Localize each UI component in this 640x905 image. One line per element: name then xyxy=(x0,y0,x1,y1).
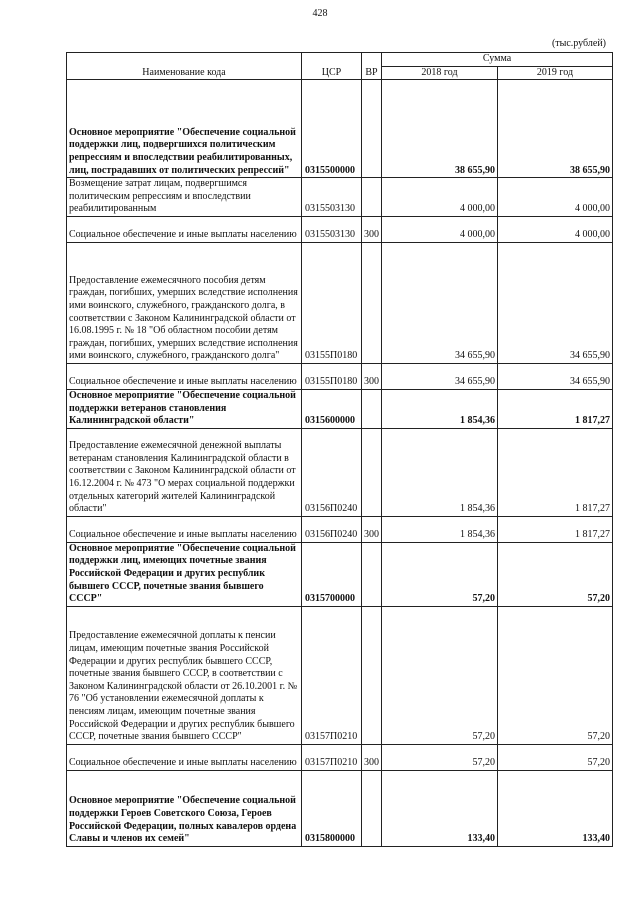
row-vr: 300 xyxy=(362,216,382,242)
row-csr: 0315500000 xyxy=(302,80,362,178)
row-csr: 03155П0180 xyxy=(302,242,362,363)
row-vr xyxy=(362,428,382,516)
row-name: Основное мероприятие "Обеспечение социальной поддержки лиц, имеющих почетные звания Российской Федерации и других республик бывшего СССР, почетные звания бывшего СССР" xyxy=(67,542,302,606)
row-csr: 03157П0210 xyxy=(302,606,362,744)
row-2019: 133,40 xyxy=(498,770,613,846)
row-name: Основное мероприятие "Обеспечение социальной поддержки ветеранов становления Калининградской области" xyxy=(67,389,302,428)
row-vr xyxy=(362,542,382,606)
row-2018: 133,40 xyxy=(382,770,498,846)
row-2018: 38 655,90 xyxy=(382,80,498,178)
row-csr: 0315600000 xyxy=(302,389,362,428)
table-row xyxy=(67,363,613,389)
row-vr xyxy=(362,606,382,744)
row-2019: 34 655,90 xyxy=(498,242,613,363)
row-2019: 57,20 xyxy=(498,606,613,744)
row-vr xyxy=(362,389,382,428)
row-2019: 34 655,90 xyxy=(498,363,613,389)
row-vr xyxy=(362,242,382,363)
header-vr: ВР xyxy=(362,53,382,80)
row-2019: 1 817,27 xyxy=(498,516,613,542)
row-2018: 1 854,36 xyxy=(382,428,498,516)
header-csr: ЦСР xyxy=(302,53,362,80)
units-label: (тыс.рублей) xyxy=(551,38,606,49)
row-2019: 38 655,90 xyxy=(498,80,613,178)
table-row xyxy=(67,606,613,744)
row-csr: 0315700000 xyxy=(302,542,362,606)
header-year-2019: 2019 год xyxy=(498,66,613,80)
row-csr: 0315800000 xyxy=(302,770,362,846)
table-row xyxy=(67,80,613,178)
row-2018: 4 000,00 xyxy=(382,178,498,217)
row-2018: 34 655,90 xyxy=(382,242,498,363)
budget-table xyxy=(66,52,613,847)
row-name: Предоставление ежемесячной доплаты к пенсии лицам, имеющим почетные звания Российской Федерации и других республик бывшего СССР, почетные звания бывшего СССР, в соответствии с Законом Калининградской области от 26.10.2001 г. № 76 "Об установлении ежемесячной доплаты к пенсиям лицам, имеющим почетные звания Российской Федерации и других республик бывшего СССР, почетные звания бывшего СССР" xyxy=(67,606,302,744)
row-name: Социальное обеспечение и иные выплаты населению xyxy=(67,744,302,770)
row-name: Социальное обеспечение и иные выплаты населению xyxy=(67,216,302,242)
header-sum: Сумма xyxy=(382,53,613,67)
row-csr: 0315503130 xyxy=(302,216,362,242)
row-csr: 03157П0210 xyxy=(302,744,362,770)
row-2018: 57,20 xyxy=(382,542,498,606)
row-vr: 300 xyxy=(362,744,382,770)
row-2018: 57,20 xyxy=(382,744,498,770)
row-vr: 300 xyxy=(362,516,382,542)
row-2018: 1 854,36 xyxy=(382,389,498,428)
row-2019: 1 817,27 xyxy=(498,389,613,428)
header-name: Наименование кода xyxy=(67,53,302,80)
row-2019: 4 000,00 xyxy=(498,216,613,242)
row-csr: 0315503130 xyxy=(302,178,362,217)
page-number: 428 xyxy=(312,8,328,19)
table-row xyxy=(67,216,613,242)
row-2018: 4 000,00 xyxy=(382,216,498,242)
table-row xyxy=(67,770,613,846)
table-row xyxy=(67,389,613,428)
row-vr xyxy=(362,80,382,178)
row-vr: 300 xyxy=(362,363,382,389)
table-row xyxy=(67,744,613,770)
row-name: Социальное обеспечение и иные выплаты населению xyxy=(67,363,302,389)
table-row xyxy=(67,428,613,516)
row-2018: 34 655,90 xyxy=(382,363,498,389)
row-vr xyxy=(362,770,382,846)
table-row xyxy=(67,516,613,542)
row-2019: 4 000,00 xyxy=(498,178,613,217)
row-name: Возмещение затрат лицам, подвергшимся политическим репрессиям и впоследствии реабилитированным xyxy=(67,178,302,217)
row-name: Основное мероприятие "Обеспечение социальной поддержки лиц, подвергшихся политическим репрессиям и впоследствии реабилитированных, лиц, пострадавших от политических репрессий" xyxy=(67,80,302,178)
table-row xyxy=(67,178,613,217)
table-row xyxy=(67,242,613,363)
header-year-2018: 2018 год xyxy=(382,66,498,80)
row-vr xyxy=(362,178,382,217)
row-2019: 57,20 xyxy=(498,542,613,606)
table-row xyxy=(67,542,613,606)
row-csr: 03156П0240 xyxy=(302,516,362,542)
row-2018: 1 854,36 xyxy=(382,516,498,542)
row-2019: 1 817,27 xyxy=(498,428,613,516)
row-2019: 57,20 xyxy=(498,744,613,770)
row-csr: 03155П0180 xyxy=(302,363,362,389)
row-name: Предоставление ежемесячной денежной выплаты ветеранам становления Калининградской области в соответствии с Законом Калининградской области от 16.12.2004 г. № 473 "О мерах социальной поддержки отдельных категорий жителей Калининградской области" xyxy=(67,428,302,516)
row-csr: 03156П0240 xyxy=(302,428,362,516)
table-body xyxy=(67,80,613,847)
row-2018: 57,20 xyxy=(382,606,498,744)
row-name: Предоставление ежемесячного пособия детям граждан, погибших, умерших вследствие исполнения ими воинского, служебного, гражданского долга, в соответствии с Законом Калининградской области от 16.08.1995 г. № 18 "Об областном пособии детям граждан, погибших, умерших вследствие исполнения ими воинского, служебного, гражданского долга" xyxy=(67,242,302,363)
row-name: Основное мероприятие "Обеспечение социальной поддержки Героев Советского Союза, Героев Российской Федерации, полных кавалеров ордена Славы и членов их семей" xyxy=(67,770,302,846)
row-name: Социальное обеспечение и иные выплаты населению xyxy=(67,516,302,542)
